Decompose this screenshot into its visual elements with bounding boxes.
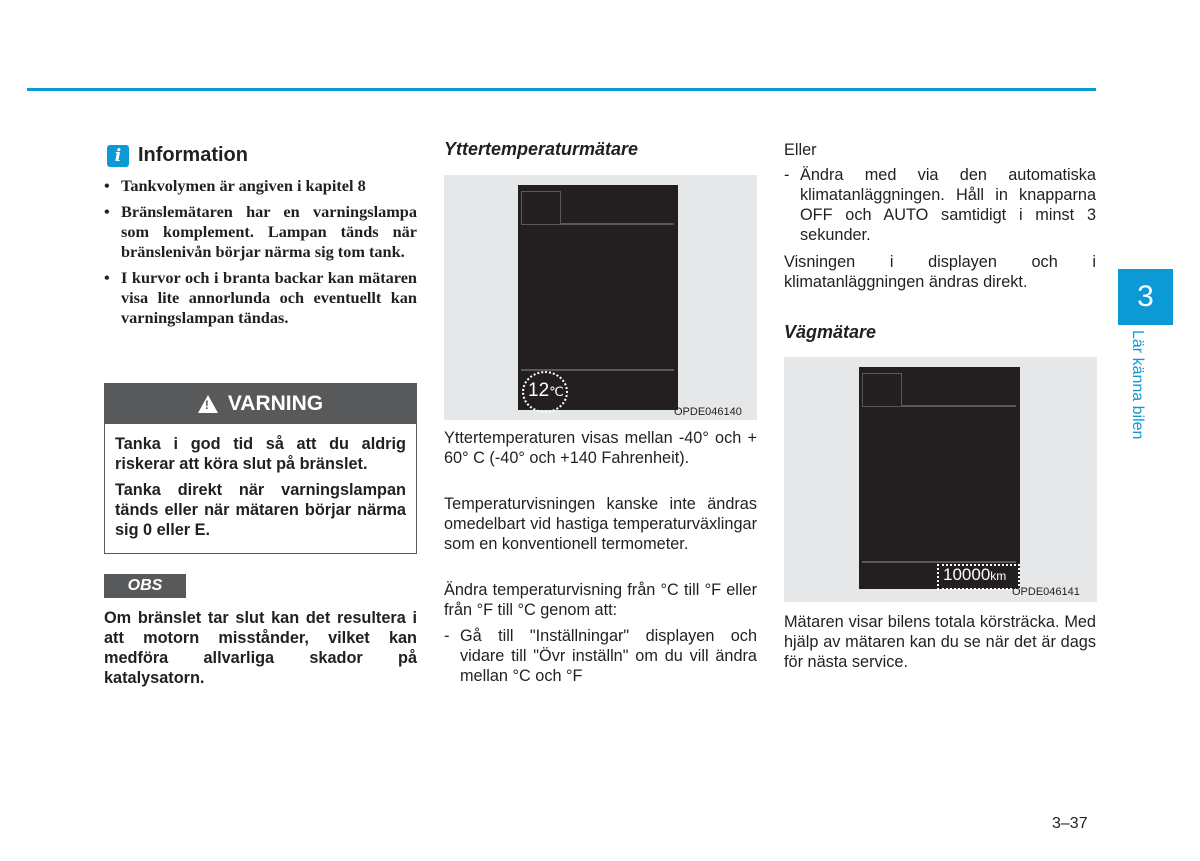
warning-box bbox=[104, 383, 417, 554]
odometer-unit: km bbox=[990, 569, 1007, 583]
page-number: 3–37 bbox=[1052, 815, 1088, 832]
warning-paragraph: Tanka direkt när varningslampan tänds eller när mätaren börjar närma sig 0 eller E. bbox=[115, 481, 406, 539]
odometer-readout bbox=[943, 565, 1006, 585]
information-title: Information bbox=[138, 144, 248, 166]
step-text: Gå till "Inställningar" displayen och vidare till "Övr inställn" om du vill ändra mellan °C och °F bbox=[460, 627, 757, 685]
odometer-heading: Vägmätare bbox=[784, 322, 877, 342]
temp-range-paragraph: Yttertemperaturen visas mellan -40° och + 60° C (-40° och +140 Fahrenheit). bbox=[444, 429, 757, 467]
warning-title: VARNING bbox=[227, 392, 324, 415]
odometer-figure bbox=[784, 357, 1097, 602]
cluster-display bbox=[518, 185, 678, 410]
temperature-value: 12 bbox=[528, 380, 550, 401]
odometer-paragraph: Mätaren visar bilens totala körsträcka. Med hjälp av mätaren kan du se när det är dags för nästa service. bbox=[784, 613, 1096, 671]
information-bullet: • Tankvolymen är angiven i kapitel 8 bbox=[104, 176, 417, 196]
info-icon: i bbox=[107, 145, 129, 167]
obs-label: OBS bbox=[104, 574, 186, 598]
temperature-unit: ℃ bbox=[549, 384, 564, 399]
display-divider bbox=[862, 561, 1016, 563]
temp-unit-step bbox=[444, 626, 757, 686]
temp-unit-paragraph: Ändra temperaturvisning från °C till °F eller från °F till °C genom att: bbox=[444, 581, 757, 619]
chapter-title: Lär känna bilen bbox=[1129, 330, 1146, 440]
display-divider bbox=[560, 223, 674, 225]
eller-label: Eller bbox=[784, 141, 817, 159]
figure-code: OPDE046140 bbox=[674, 406, 742, 418]
information-bullet: • I kurvor och i branta backar kan mätaren visa lite annorlunda och eventuellt kan varningslampan tändas. bbox=[104, 268, 417, 328]
temperature-readout bbox=[528, 380, 564, 402]
odometer-value: 10000 bbox=[943, 565, 991, 584]
information-heading bbox=[107, 144, 248, 167]
temp-delay-paragraph: Temperaturvisningen kanske inte ändras omedelbart vid hastiga temperaturväxlingar som en konventionell termometer. bbox=[444, 495, 757, 553]
obs-text: Om bränslet tar slut kan det resultera i att motorn misstånder, vilket kan medföra allvarliga skador på katalysatorn. bbox=[104, 609, 417, 687]
chapter-number-tab: 3 bbox=[1118, 269, 1173, 325]
information-list bbox=[104, 176, 417, 334]
climate-paragraph: Visningen i displayen och i klimatanläggningen ändras direkt. bbox=[784, 253, 1096, 291]
step-text: Ändra med via den automatiska klimatanläggningen. Håll in knapparna OFF och AUTO samtidigt i minst 3 sekunder. bbox=[800, 166, 1096, 244]
step-dash: - bbox=[784, 166, 790, 184]
cluster-display bbox=[859, 367, 1020, 589]
figure-code: OPDE046141 bbox=[1012, 586, 1080, 598]
step-dash: - bbox=[444, 627, 450, 645]
warning-body bbox=[105, 424, 416, 540]
warning-paragraph: Tanka i god tid så att du aldrig riskerar att köra slut på bränslet. bbox=[115, 435, 406, 473]
outside-temp-figure bbox=[444, 175, 757, 420]
header-rule bbox=[27, 88, 1096, 91]
display-icon-slot bbox=[521, 191, 561, 225]
display-divider bbox=[901, 405, 1016, 407]
outside-temp-heading: Yttertemperaturmätare bbox=[444, 139, 639, 159]
warning-header bbox=[105, 384, 416, 424]
display-icon-slot bbox=[862, 373, 902, 407]
climate-step bbox=[784, 165, 1096, 245]
information-bullet: • Bränslemätaren har en varningslampa som komplement. Lampan tänds när bränslenivån börjar närma sig tom tank. bbox=[104, 202, 417, 262]
warning-triangle-icon: ! bbox=[198, 395, 218, 413]
